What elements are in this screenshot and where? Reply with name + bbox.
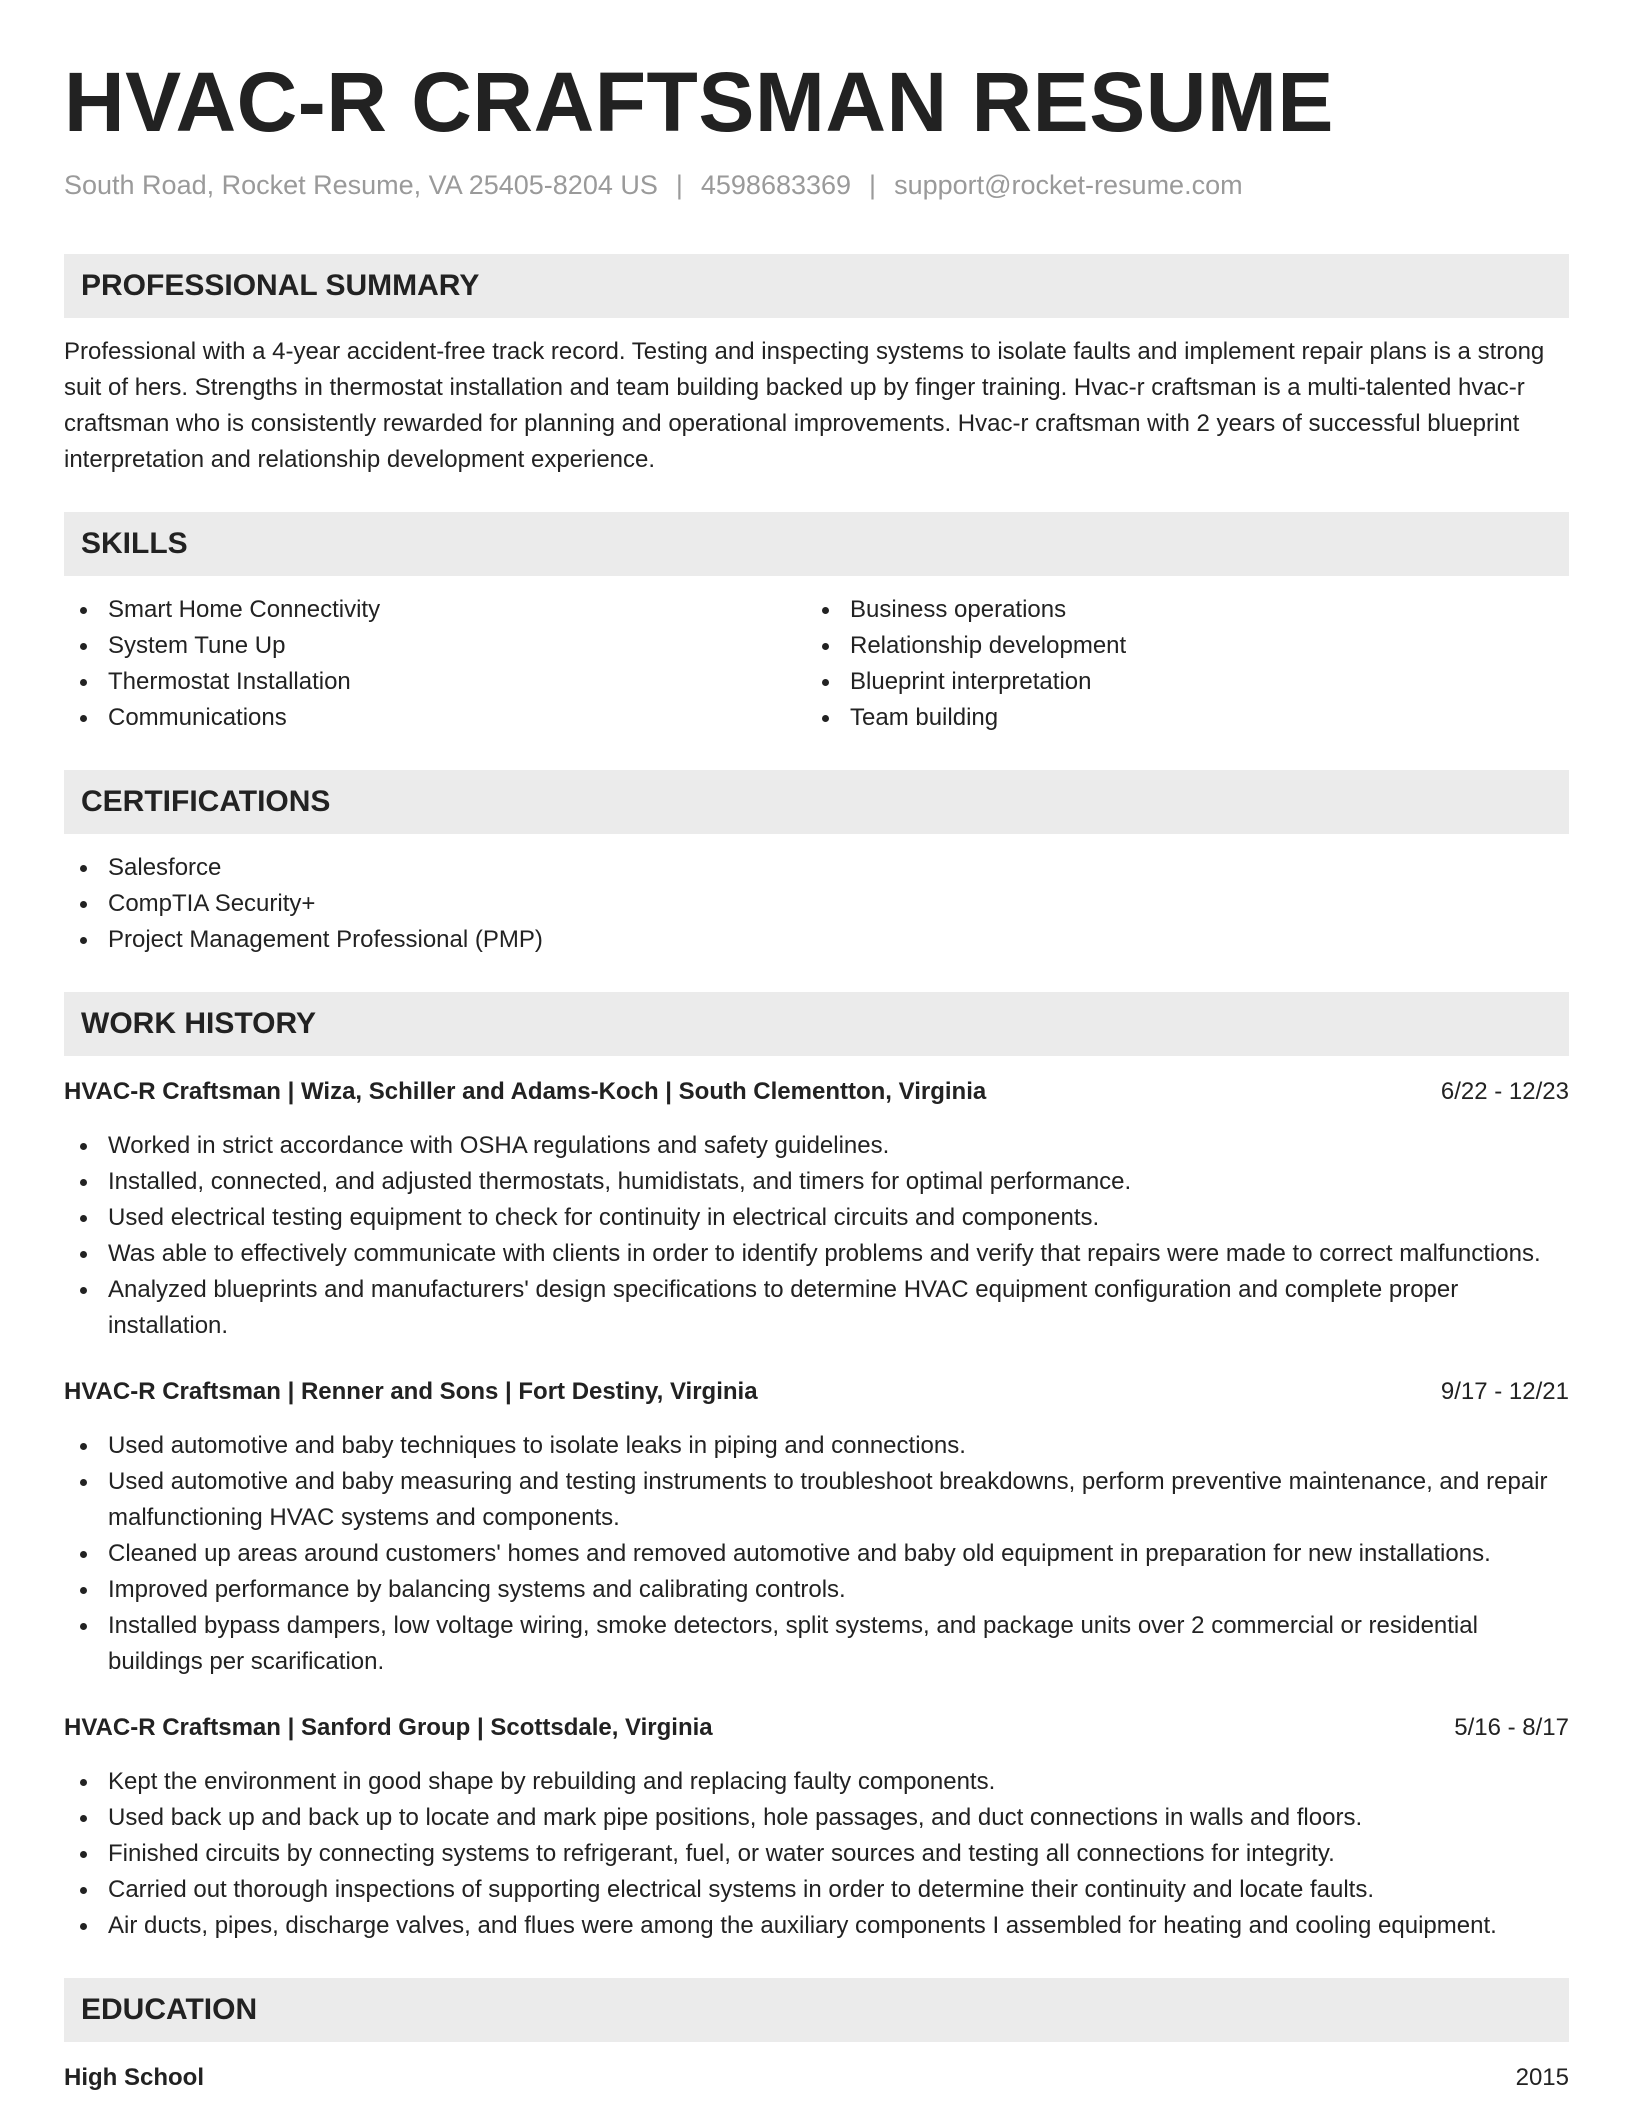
- job-bullet: Installed bypass dampers, low voltage wiring, smoke detectors, split systems, and package units over 2 commercial or residential buildings per scarification.: [64, 1608, 1569, 1680]
- job-bullet: Used back up and back up to locate and mark pipe positions, hole passages, and duct connections in walls and floors.: [64, 1800, 1569, 1836]
- job-dates: 9/17 - 12/21: [1440, 1378, 1569, 1405]
- certification-item: CompTIA Security+: [64, 886, 1569, 922]
- section-heading-work-history: WORK HISTORY: [64, 992, 1569, 1056]
- job-header: [64, 1710, 1569, 1746]
- skill-item: Blueprint interpretation: [806, 664, 1548, 700]
- summary-text: Professional with a 4-year accident-free track record. Testing and inspecting systems to isolate faults and implement repair plans is a strong suit of hers. Strengths in thermostat installation and team building backed up by finger training. Hvac-r craftsman is a multi-talented hvac-r craftsman who is consistently rewarded for planning and operational improvements. Hvac-r craftsman with 2 years of successful blueprint interpretation and relationship development experience.: [64, 338, 1545, 473]
- job-bullet: Finished circuits by connecting systems to refrigerant, fuel, or water sources and testing all connections for integrity.: [64, 1836, 1569, 1872]
- job-header: [64, 1374, 1569, 1410]
- job-title: HVAC-R Craftsman | Wiza, Schiller and Adams-Koch | South Clementton, Virginia: [64, 1078, 987, 1105]
- job-dates: 5/16 - 8/17: [1454, 1714, 1569, 1741]
- resume-title: HVAC-R CRAFTSMAN RESUME: [64, 55, 1334, 149]
- job-bullet: Was able to effectively communicate with clients in order to identify problems and verify that repairs were made to correct malfunctions.: [64, 1236, 1569, 1272]
- skill-item: System Tune Up: [64, 628, 806, 664]
- job-bullet: Air ducts, pipes, discharge valves, and flues were among the auxiliary components I assembled for heating and cooling equipment.: [64, 1908, 1569, 1944]
- certifications-list: [64, 850, 1569, 958]
- job-bullets: [64, 1764, 1569, 1944]
- job-bullets: [64, 1428, 1569, 1680]
- contact-phone: 4598683369: [700, 170, 852, 200]
- contact-address: South Road, Rocket Resume, VA 25405-8204 US: [64, 170, 658, 200]
- job-bullet: Used automotive and baby measuring and testing instruments to troubleshoot breakdowns, perform preventive maintenance, and repair malfunctioning HVAC systems and components.: [64, 1464, 1569, 1536]
- job-bullet: Kept the environment in good shape by rebuilding and replacing faulty components.: [64, 1764, 1569, 1800]
- education-degree: High School: [64, 2064, 204, 2091]
- contact-email[interactable]: support@rocket-resume.com: [894, 170, 1243, 200]
- job-bullet: Used electrical testing equipment to check for continuity in electrical circuits and components.: [64, 1200, 1569, 1236]
- section-heading-certifications: CERTIFICATIONS: [64, 770, 1569, 834]
- job-bullet: Carried out thorough inspections of supporting electrical systems in order to determine their continuity and locate faults.: [64, 1872, 1569, 1908]
- contact-separator: |: [675, 170, 683, 200]
- skills-column-right: [806, 592, 1548, 736]
- job-bullet: Used automotive and baby techniques to isolate leaks in piping and connections.: [64, 1428, 1569, 1464]
- skills-list: [64, 592, 1569, 736]
- section-heading-summary: PROFESSIONAL SUMMARY: [64, 254, 1569, 318]
- job-header: [64, 1074, 1569, 1110]
- certification-item: Project Management Professional (PMP): [64, 922, 1569, 958]
- skills-column-left: [64, 592, 806, 736]
- job-title: HVAC-R Craftsman | Sanford Group | Scottsdale, Virginia: [64, 1714, 713, 1741]
- education-year: 2015: [1515, 2064, 1569, 2091]
- skill-item: Team building: [806, 700, 1548, 736]
- job-bullets: [64, 1128, 1569, 1344]
- skill-item: Relationship development: [806, 628, 1548, 664]
- section-heading-education: EDUCATION: [64, 1978, 1569, 2042]
- certification-item: Salesforce: [64, 850, 1569, 886]
- skill-item: Communications: [64, 700, 806, 736]
- job-bullet: Worked in strict accordance with OSHA regulations and safety guidelines.: [64, 1128, 1569, 1164]
- job-dates: 6/22 - 12/23: [1440, 1078, 1569, 1105]
- job-bullet: Analyzed blueprints and manufacturers' design specifications to determine HVAC equipment configuration and complete proper installation.: [64, 1272, 1569, 1344]
- contact-separator: |: [869, 170, 877, 200]
- education-entry: [64, 2060, 1569, 2096]
- job-bullet: Installed, connected, and adjusted thermostats, humidistats, and timers for optimal performance.: [64, 1164, 1569, 1200]
- skill-item: Thermostat Installation: [64, 664, 806, 700]
- section-heading-skills: SKILLS: [64, 512, 1569, 576]
- contact-line: [64, 168, 1569, 202]
- job-bullet: Improved performance by balancing systems and calibrating controls.: [64, 1572, 1569, 1608]
- skill-item: Smart Home Connectivity: [64, 592, 806, 628]
- skill-item: Business operations: [806, 592, 1548, 628]
- job-title: HVAC-R Craftsman | Renner and Sons | Fort Destiny, Virginia: [64, 1378, 758, 1405]
- job-bullet: Cleaned up areas around customers' homes and removed automotive and baby old equipment in preparation for new installations.: [64, 1536, 1569, 1572]
